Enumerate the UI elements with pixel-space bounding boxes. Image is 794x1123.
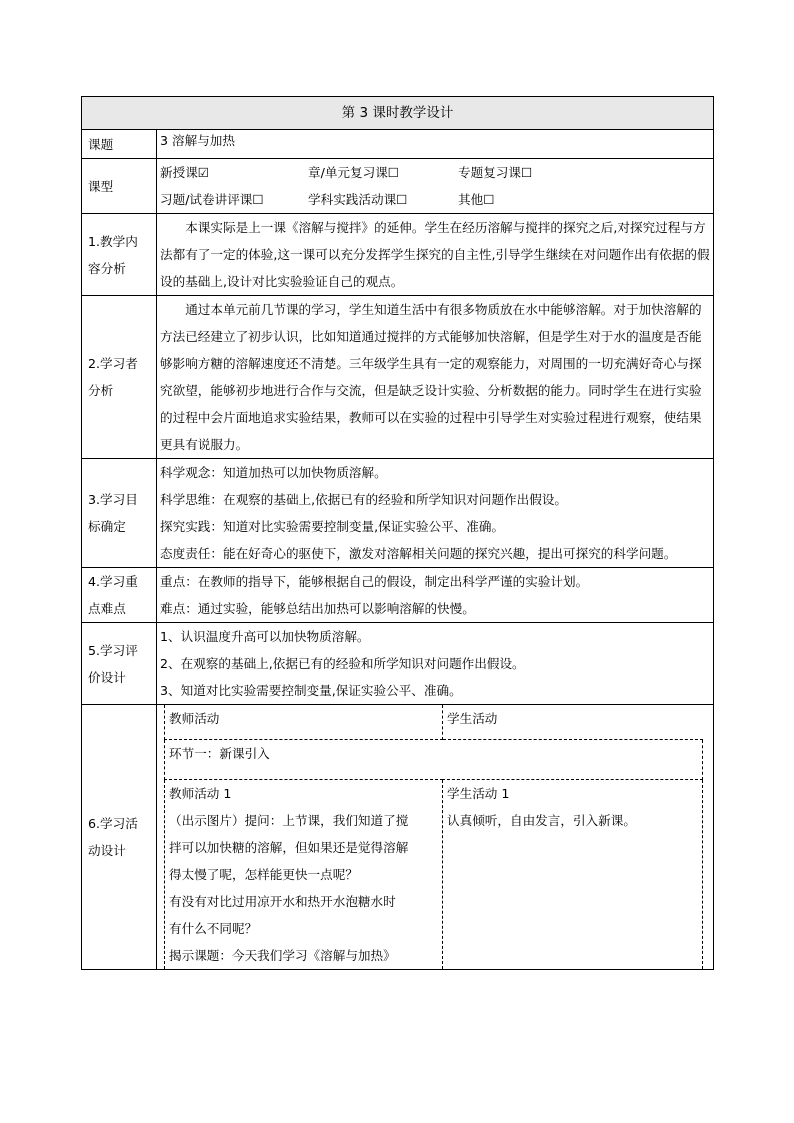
section-title: 环节一：新课引入 — [165, 740, 703, 780]
teacher-activity-line: 揭示课题：今天我们学习《溶解与加热》 — [169, 948, 396, 963]
type-option-exercise[interactable]: 习题/试卷讲评课☐ — [160, 192, 264, 207]
student-activity-text: 认真倾听，自由发言，引入新课。 — [447, 813, 636, 828]
evaluation-list — [157, 623, 714, 705]
label-line: 3.学习目 — [88, 492, 138, 507]
lesson-type-label: 课型 — [82, 159, 157, 214]
teacher-activity-cell — [165, 780, 443, 970]
goals-list — [157, 459, 714, 568]
student-activity-title: 学生活动 1 — [447, 786, 510, 801]
label-line: 4.学习重 — [88, 574, 138, 589]
goal-item: 科学思维：在观察的基础上,依据已有的经验和所学知识对问题作出假设。 — [160, 492, 568, 507]
label-line: 容分析 — [88, 260, 126, 276]
goal-item: 态度责任：能在好奇心的驱使下，激发对溶解相关问题的探究兴趣，提出可探究的科学问题。 — [160, 546, 677, 561]
learner-analysis-text: 通过本单元前几节课的学习，学生知道生活中有很多物质放在水中能够溶解。对于加快溶解的方法已经建立了初步认识，比如知道通过搅拌的方式能够加快溶解，但是学生对于水的温度是否能够影响方糖的溶解速度还不清楚。三年级学生具有一定的观察能力，对周围的一切充满好奇心与探究欲望，能够初步地进行合作与交流，但是缺乏设计实验、分析数据的能力。同时学生在进行实验的过程中会片面地追求实验结果，教师可以在实验的过程中引导学生对实验过程进行观察，使结果更具有说服力。 — [157, 296, 714, 459]
focus-item: 难点：通过实验，能够总结出加热可以影响溶解的快慢。 — [160, 601, 475, 616]
goal-item: 科学观念：知道加热可以加快物质溶解。 — [160, 465, 387, 480]
topic-value: 3 溶解与加热 — [157, 130, 714, 159]
topic-label: 课题 — [82, 130, 157, 159]
teacher-activity-line: 有什么不同呢？ — [169, 921, 258, 936]
activity-label — [82, 705, 157, 970]
evaluation-item: 2、在观察的基础上,依据已有的经验和所学知识对问题作出假设。 — [160, 656, 525, 671]
lesson-plan-table — [81, 96, 714, 970]
type-option-practice[interactable]: 学科实践活动课☐ — [308, 192, 408, 207]
evaluation-label — [82, 623, 157, 705]
goal-item: 探究实践：知道对比实验需要控制变量,保证实验公平、准确。 — [160, 519, 505, 534]
teacher-activity-header: 教师活动 — [165, 705, 443, 740]
label-line: 价设计 — [88, 669, 126, 685]
focus-item: 重点：在教师的指导下，能够根据自己的假设，制定出科学严谨的实验计划。 — [160, 574, 589, 589]
label-line: 标确定 — [88, 519, 126, 534]
label-line: 点难点 — [88, 601, 126, 616]
activity-table — [164, 705, 703, 969]
label-line: 分析 — [88, 383, 114, 398]
type-option-other[interactable]: 其他☐ — [458, 192, 495, 207]
teacher-activity-line: （出示图片）提问：上节课，我们知道了搅 — [169, 813, 409, 828]
lesson-type-options — [157, 159, 714, 214]
label-line: 5.学习评 — [88, 642, 138, 658]
teacher-activity-line: 拌可以加快糖的溶解，但如果还是觉得溶解 — [169, 840, 409, 855]
label-line: 动设计 — [88, 843, 126, 858]
label-line: 6.学习活 — [88, 816, 138, 831]
type-option-new[interactable]: 新授课☑ — [160, 165, 210, 180]
content-analysis-label — [82, 214, 157, 296]
evaluation-item: 3、知道对比实验需要控制变量,保证实验公平、准确。 — [160, 683, 462, 698]
document-title: 第 3 课时教学设计 — [82, 97, 714, 130]
teacher-activity-line: 有没有对比过用凉开水和热开水泡糖水时 — [169, 894, 396, 909]
label-line: 1.教学内 — [88, 233, 138, 249]
learner-analysis-label — [82, 296, 157, 459]
student-activity-header: 学生活动 — [443, 705, 703, 740]
goals-label — [82, 459, 157, 568]
teacher-activity-title: 教师活动 1 — [169, 786, 232, 801]
type-option-unit-review[interactable]: 章/单元复习课☐ — [308, 165, 400, 180]
content-analysis-text: 本课实际是上一课《溶解与搅拌》的延伸。学生在经历溶解与搅拌的探究之后,对探究过程与方法都有了一定的体验,这一课可以充分发挥学生探究的自主性,引导学生继续在对问题作出有依据的假设的基础上,设计对比实验验证自己的观点。 — [157, 214, 714, 296]
evaluation-item: 1、认识温度升高可以加快物质溶解。 — [160, 629, 370, 644]
teacher-activity-line: 得太慢了呢，怎样能更快一点呢？ — [169, 867, 358, 882]
activity-design — [157, 705, 714, 970]
type-option-topic-review[interactable]: 专题复习课☐ — [458, 165, 533, 180]
student-activity-cell — [443, 780, 703, 970]
focus-list — [157, 568, 714, 623]
label-line: 2.学习者 — [88, 356, 138, 371]
focus-label — [82, 568, 157, 623]
